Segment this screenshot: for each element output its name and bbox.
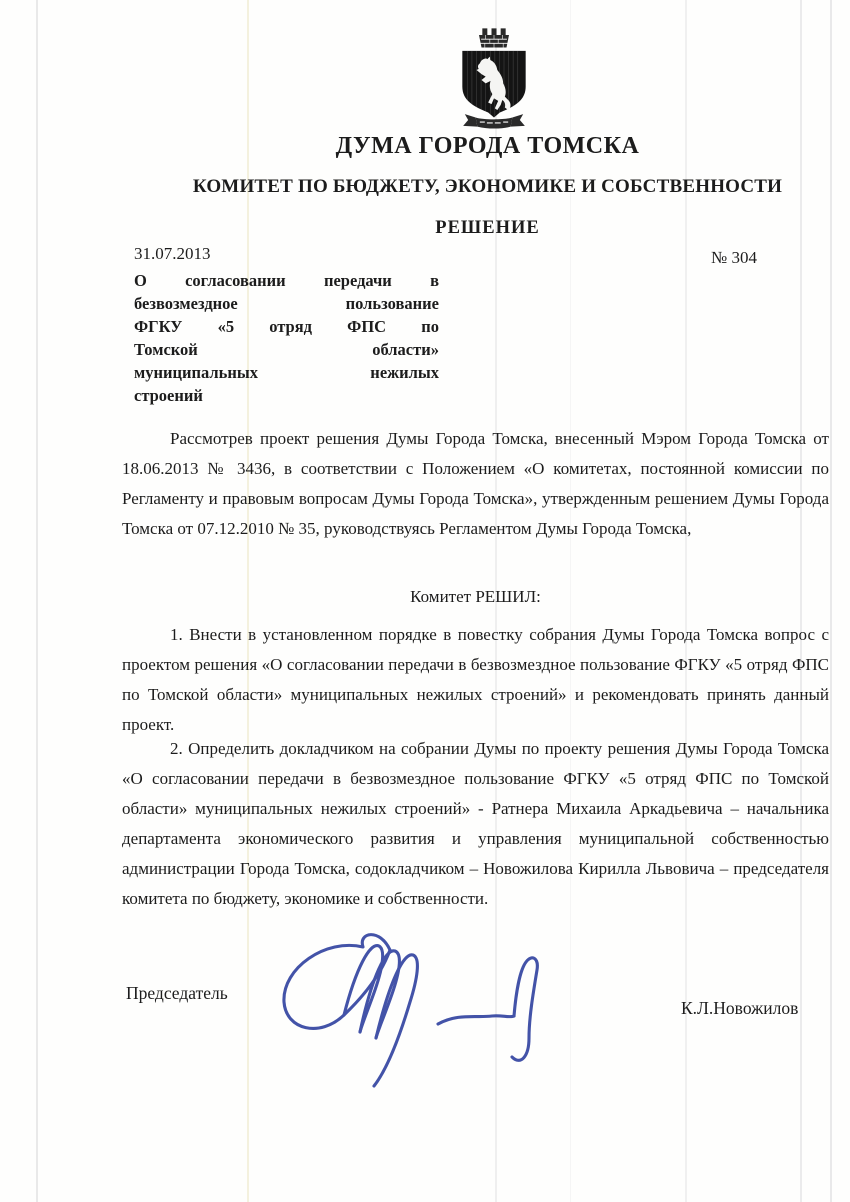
scan-artifact-line <box>36 0 38 1202</box>
tomsk-coat-of-arms-icon <box>448 20 540 130</box>
signature-role-label: Председатель <box>126 983 228 1003</box>
handwritten-signature <box>262 920 584 1092</box>
document-date: 31.07.2013 <box>134 244 211 263</box>
document-subject <box>134 269 439 407</box>
subject-line: муниципальных нежилых <box>134 363 439 382</box>
resolution-item-2: 2. Определить докладчиком на собрании Думы по проекту решения Думы Города Томска «О согласовании передачи в безвозмездное пользование ФГКУ «5 отряд ФПС по Томской области» муниципальных нежилых строений» - Ратнера Михаила Аркадьевича – начальника департамента экономического развития и управления муниципальной собственностью администрации Города Томска, содокладчиком – Новожилова Кирилла Львовича – председателя комитета по бюджету, экономике и собственности. <box>122 739 829 908</box>
resolution-item-1: 1. Внести в установленном порядке в повестку собрания Думы Города Томска вопрос с проектом решения «О согласовании передачи в безвозмездное пользование ФГКУ «5 отряд ФПС по Томской области» муниципальных нежилых строений» и рекомендовать принять данный проект. <box>122 625 829 734</box>
subject-line: строений <box>134 386 203 405</box>
committee-title: КОМИТЕТ ПО БЮДЖЕТУ, ЭКОНОМИКЕ И СОБСТВЕННОСТИ <box>192 176 783 197</box>
resolution-heading: Комитет РЕШИЛ: <box>410 587 541 606</box>
mural-crown-icon <box>479 28 509 47</box>
shield-icon <box>462 49 525 120</box>
subject-line: ФГКУ «5 отряд ФПС по <box>134 317 439 336</box>
subject-line: О согласовании передачи в <box>134 271 439 290</box>
subject-line: Томской области» <box>134 340 439 359</box>
organization-title: ДУМА ГОРОДА ТОМСКА <box>335 133 640 159</box>
document-type-heading: РЕШЕНИЕ <box>435 218 540 238</box>
subject-line: безвозмездное пользование <box>134 294 439 313</box>
preamble-paragraph: Рассмотрев проект решения Думы Города Томска, внесенный Мэром Города Томска от 18.06.2013 № 3436, в соответствии с Положением «О комитетах, постоянной комиссии по Регламенту и правовым вопросам Думы Города Томска», утвержденным решением Думы Города Томска от 07.12.2010 № 35, руководствуясь Регламентом Думы Города Томска, <box>122 429 829 538</box>
signer-name: К.Л.Новожилов <box>681 998 799 1018</box>
document-number: № 304 <box>711 248 757 267</box>
